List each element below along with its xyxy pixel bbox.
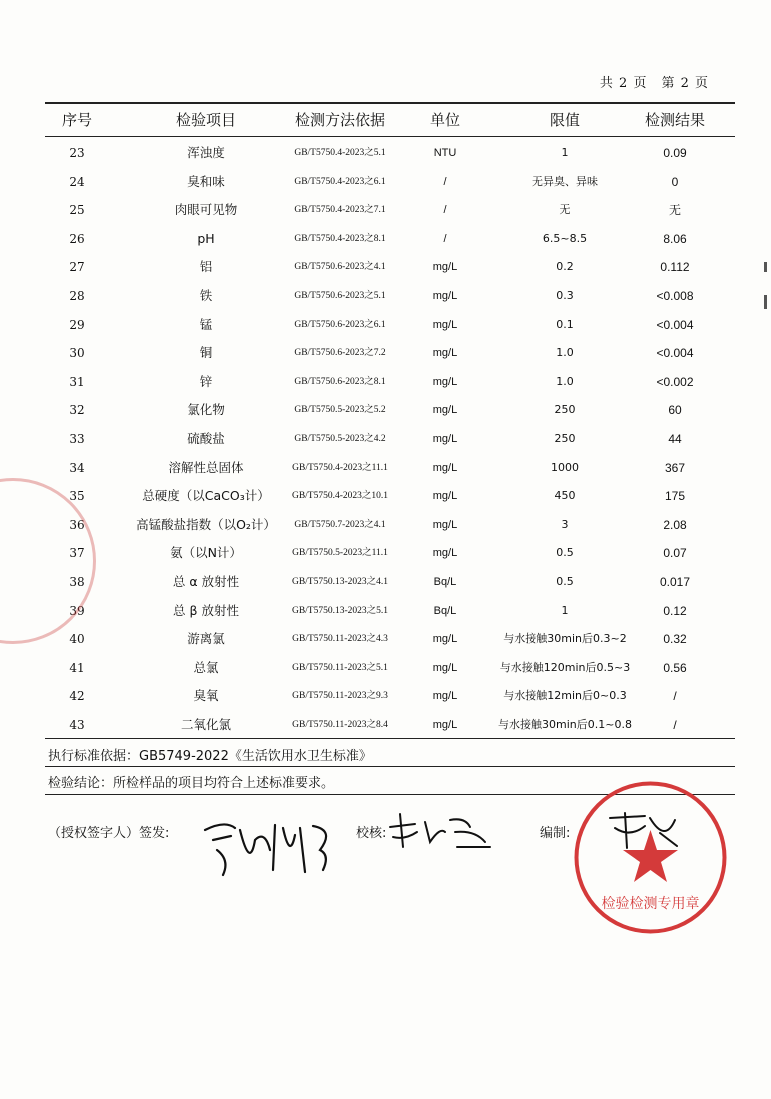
cell-no: 32 xyxy=(69,403,85,418)
table-row xyxy=(45,225,735,254)
table-row xyxy=(45,139,735,168)
table-row xyxy=(45,539,735,568)
cell-limit: 与水接触30min后0.3~2 xyxy=(503,632,627,646)
cell-result: <0.004 xyxy=(656,346,694,361)
header-rule xyxy=(45,136,735,137)
cell-no: 24 xyxy=(69,174,85,189)
cell-no: 34 xyxy=(69,460,85,475)
table-row xyxy=(45,454,735,483)
authorized-signature xyxy=(195,800,345,885)
col-header-unit: 单位 xyxy=(429,111,460,129)
cell-limit: 0.5 xyxy=(556,574,574,588)
page-indicator: 共 2 页 第 2 页 xyxy=(599,76,709,91)
cell-item: 氯化物 xyxy=(187,402,225,418)
cell-item: 氨（以N计） xyxy=(170,545,242,561)
table-row xyxy=(45,654,735,683)
cell-unit: mg/L xyxy=(432,261,458,274)
cell-method: GB/T5750.5-2023之5.2 xyxy=(294,405,386,416)
cell-unit: mg/L xyxy=(432,404,458,417)
cell-unit: mg/L xyxy=(432,690,458,703)
table-row xyxy=(45,625,735,654)
cell-no: 40 xyxy=(69,632,85,647)
cell-unit: mg/L xyxy=(432,547,458,560)
cell-no: 25 xyxy=(69,203,85,218)
scan-margin-mark xyxy=(764,295,767,309)
cell-item: 铜 xyxy=(199,345,213,361)
cell-item: 铁 xyxy=(199,287,213,303)
col-header-method: 检测方法依据 xyxy=(294,111,385,129)
cell-no: 29 xyxy=(69,317,85,332)
cell-item: 铝 xyxy=(199,259,213,275)
table-row xyxy=(45,253,735,282)
cell-result: 0 xyxy=(671,174,679,189)
svg-text:检验检测专用章: 检验检测专用章 xyxy=(601,896,700,912)
cell-limit: 0.5 xyxy=(556,546,574,560)
cell-unit: Bq/L xyxy=(433,575,457,588)
cell-method: GB/T5750.6-2023之8.1 xyxy=(294,376,386,387)
cell-item: 锰 xyxy=(199,316,213,332)
table-row xyxy=(45,282,735,311)
cell-item: 总硬度（以CaCO₃计） xyxy=(142,488,270,504)
cell-method: GB/T5750.6-2023之7.2 xyxy=(294,348,386,359)
cell-no: 33 xyxy=(69,431,85,446)
cell-method: GB/T5750.4-2023之5.1 xyxy=(294,148,386,158)
col-header-limit: 限值 xyxy=(549,111,580,129)
cell-item: 浑浊度 xyxy=(187,145,225,160)
cell-limit: 无异臭、异味 xyxy=(532,174,598,188)
cell-no: 41 xyxy=(69,660,85,675)
cell-no: 39 xyxy=(69,603,85,618)
table-row xyxy=(45,168,735,197)
results-table-body xyxy=(45,139,735,739)
cell-item: 锌 xyxy=(199,373,213,389)
table-row xyxy=(45,482,735,511)
cell-no: 28 xyxy=(69,288,85,303)
table-row xyxy=(45,511,735,540)
cell-no: 43 xyxy=(69,717,85,732)
cell-result: 0.56 xyxy=(663,660,687,675)
cell-method: GB/T5750.4-2023之8.1 xyxy=(294,233,386,244)
cell-no: 38 xyxy=(69,574,85,589)
cell-item: pH xyxy=(197,230,215,246)
review-label: 校核: xyxy=(356,826,387,841)
col-header-result: 检测结果 xyxy=(644,111,705,129)
cell-result: 0.017 xyxy=(659,574,691,589)
table-row xyxy=(45,196,735,225)
cell-no: 30 xyxy=(69,346,85,361)
cell-limit: 1 xyxy=(561,146,569,159)
company-seal-stamp xyxy=(573,780,728,935)
cell-result: 0.07 xyxy=(663,546,687,561)
cell-limit: 与水接触12min后0~0.3 xyxy=(503,689,627,703)
cell-limit: 1000 xyxy=(551,460,579,474)
cell-unit: / xyxy=(443,175,447,188)
review-signature xyxy=(385,802,495,862)
cell-unit: mg/L xyxy=(432,347,458,360)
cell-limit: 1 xyxy=(561,603,569,617)
table-row xyxy=(45,311,735,340)
cell-limit: 无 xyxy=(559,203,571,217)
cell-limit: 与水接触120min后0.5~3 xyxy=(499,660,631,674)
table-row xyxy=(45,568,735,597)
cell-limit: 0.3 xyxy=(556,288,574,302)
table-header xyxy=(45,104,735,136)
cell-item: 游离氯 xyxy=(187,631,225,647)
cell-item: 溶解性总固体 xyxy=(168,459,244,475)
cell-result: / xyxy=(673,717,677,732)
cell-no: 35 xyxy=(69,489,85,504)
cell-item: 总氯 xyxy=(193,659,219,675)
cell-method: GB/T5750.6-2023之6.1 xyxy=(294,319,386,330)
cell-result: / xyxy=(673,689,677,704)
cell-no: 27 xyxy=(69,260,85,275)
cell-item: 臭氧 xyxy=(193,688,219,704)
table-bottom-rule xyxy=(45,738,735,739)
cell-unit: mg/L xyxy=(432,318,458,331)
cell-method: GB/T5750.6-2023之4.1 xyxy=(294,262,386,273)
table-row xyxy=(45,711,735,740)
cell-result: 0.32 xyxy=(663,632,687,647)
cell-unit: mg/L xyxy=(432,633,458,646)
cell-no: 26 xyxy=(69,231,85,246)
cell-result: 44 xyxy=(668,431,682,446)
cell-method: GB/T5750.6-2023之5.1 xyxy=(294,290,386,301)
cell-result: 0.09 xyxy=(663,146,687,160)
cell-method: GB/T5750.5-2023之11.1 xyxy=(292,548,388,559)
cell-limit: 250 xyxy=(554,403,576,417)
col-header-item: 检验项目 xyxy=(175,111,236,129)
cell-item: 肉眼可见物 xyxy=(174,202,238,218)
col-header-no: 序号 xyxy=(61,111,92,129)
cell-item: 硫酸盐 xyxy=(187,430,225,446)
cell-unit: mg/L xyxy=(432,432,458,445)
cell-limit: 1.0 xyxy=(556,374,574,388)
cell-result: <0.004 xyxy=(656,317,694,332)
cell-limit: 3 xyxy=(561,517,569,531)
cell-limit: 1.0 xyxy=(556,346,574,360)
cell-limit: 450 xyxy=(554,489,576,503)
cell-method: GB/T5750.4-2023之7.1 xyxy=(294,205,386,216)
cell-no: 42 xyxy=(69,689,85,704)
cell-method: GB/T5750.4-2023之6.1 xyxy=(294,176,386,187)
cell-item: 臭和味 xyxy=(187,173,225,189)
cell-method: GB/T5750.4-2023之10.1 xyxy=(291,491,389,502)
cell-unit: mg/L xyxy=(432,718,458,731)
cell-method: GB/T5750.11-2023之5.1 xyxy=(292,662,388,673)
table-row xyxy=(45,368,735,397)
cell-no: 36 xyxy=(69,517,85,532)
cell-unit: mg/L xyxy=(432,490,458,503)
conclusion: 检验结论：所检样品的项目均符合上述标准要求。 xyxy=(48,776,335,791)
cell-method: GB/T5750.4-2023之11.1 xyxy=(292,462,388,473)
cell-result: <0.002 xyxy=(656,374,694,389)
cell-unit: mg/L xyxy=(432,461,458,474)
table-row xyxy=(45,682,735,711)
cell-unit: Bq/L xyxy=(433,604,457,617)
cell-no: 23 xyxy=(69,146,85,160)
cell-result: 0.112 xyxy=(660,260,690,275)
cell-result: 2.08 xyxy=(663,517,687,532)
table-row xyxy=(45,396,735,425)
cell-method: GB/T5750.11-2023之8.4 xyxy=(292,719,388,730)
scan-margin-mark xyxy=(764,262,767,272)
table-row xyxy=(45,597,735,626)
cell-method: GB/T5750.7-2023之4.1 xyxy=(294,519,386,530)
cell-result: 8.06 xyxy=(663,231,687,246)
cell-unit: mg/L xyxy=(432,289,458,302)
cell-result: 无 xyxy=(668,203,681,218)
cell-item: 高锰酸盐指数（以O₂计） xyxy=(136,516,276,532)
cell-unit: mg/L xyxy=(432,375,458,388)
cell-unit: mg/L xyxy=(432,518,458,531)
cell-method: GB/T5750.5-2023之4.2 xyxy=(294,433,386,444)
prepare-label: 编制: xyxy=(540,826,571,841)
table-row xyxy=(45,425,735,454)
cell-unit: / xyxy=(443,232,447,245)
cell-result: 0.12 xyxy=(663,603,687,618)
cell-limit: 250 xyxy=(554,431,576,445)
cell-item: 总 β 放射性 xyxy=(173,602,239,618)
table-row xyxy=(45,339,735,368)
cell-method: GB/T5750.13-2023之4.1 xyxy=(291,576,389,587)
cell-no: 37 xyxy=(69,546,85,561)
cell-result: <0.008 xyxy=(656,288,694,303)
authorized-signer-label: （授权签字人）签发: xyxy=(48,826,170,841)
cell-limit: 6.5~8.5 xyxy=(542,231,588,245)
cell-no: 31 xyxy=(69,374,85,389)
cell-unit: NTU xyxy=(433,147,457,159)
cell-result: 175 xyxy=(664,489,686,504)
cell-item: 总 α 放射性 xyxy=(172,573,240,589)
cell-method: GB/T5750.13-2023之5.1 xyxy=(291,605,389,616)
cell-method: GB/T5750.11-2023之9.3 xyxy=(292,691,388,702)
cell-limit: 0.2 xyxy=(556,260,574,274)
cell-method: GB/T5750.11-2023之4.3 xyxy=(292,634,388,645)
standard-basis: 执行标准依据：GB5749-2022《生活饮用水卫生标准》 xyxy=(48,749,372,764)
cell-limit: 与水接触30min后0.1~0.8 xyxy=(498,717,632,731)
cell-unit: / xyxy=(443,204,447,217)
cell-result: 60 xyxy=(668,403,682,418)
cell-result: 367 xyxy=(664,460,686,475)
standard-rule xyxy=(45,766,735,767)
cell-item: 二氧化氯 xyxy=(180,716,231,732)
cell-unit: mg/L xyxy=(432,661,458,674)
cell-limit: 0.1 xyxy=(556,317,574,331)
